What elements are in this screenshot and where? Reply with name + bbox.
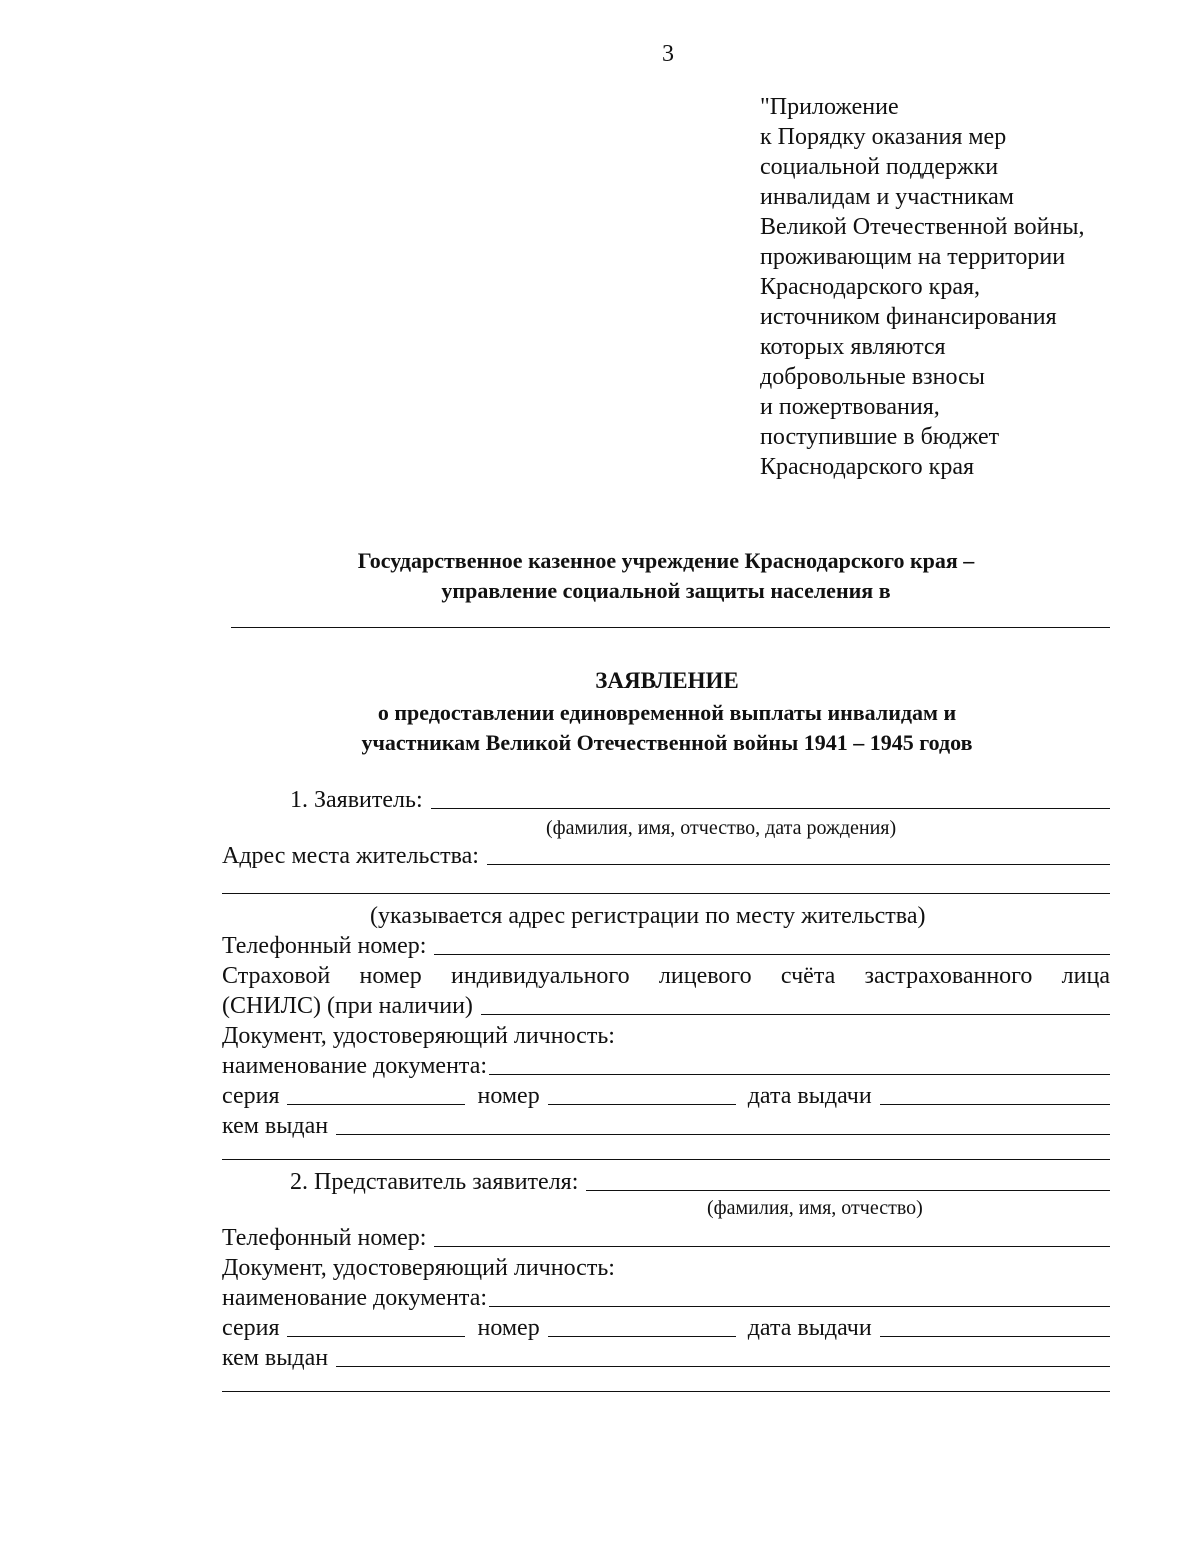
rep-series-label: серия: [222, 1315, 280, 1341]
appendix-line: Великой Отечественной войны,: [760, 214, 1085, 240]
rep-issued-by-field-line-2[interactable]: [222, 1391, 1110, 1392]
number-field[interactable]: [548, 1104, 736, 1105]
doc-name-row: [222, 1048, 1110, 1080]
rep-doc-name-field[interactable]: [489, 1306, 1110, 1307]
appendix-line: социальной поддержки: [760, 154, 999, 180]
rep-series-field[interactable]: [287, 1336, 465, 1337]
series-field[interactable]: [287, 1104, 465, 1105]
appendix-line: поступившие в бюджет: [760, 424, 1000, 450]
doc-name-label: наименование документа:: [222, 1053, 488, 1079]
appendix-line: "Приложение: [760, 94, 899, 120]
title-sub-2: участникам Великой Отечественной войны 1941 – 1945 годов: [361, 730, 973, 755]
appendix-line: Краснодарского края,: [760, 274, 981, 300]
representative-label: 2. Представитель заявителя:: [290, 1169, 579, 1195]
rep-phone-field[interactable]: [434, 1246, 1110, 1247]
address-hint: (указывается адрес регистрации по месту жительства): [370, 903, 926, 929]
appendix-line: источником финансирования: [760, 304, 1057, 330]
issued-by-label: кем выдан: [222, 1113, 329, 1139]
institution-line-2: управление социальной защиты населения в: [441, 578, 891, 603]
phone-field[interactable]: [434, 954, 1110, 955]
appendix-line: Краснодарского края: [760, 454, 975, 480]
applicant-hint: (фамилия, имя, отчество, дата рождения): [546, 817, 897, 839]
snils-label-line-2: (СНИЛС) (при наличии): [222, 993, 473, 1019]
title-main: ЗАЯВЛЕНИЕ: [595, 668, 739, 693]
appendix-line: которых являются: [760, 334, 946, 360]
series-label: серия: [222, 1083, 280, 1109]
representative-name-field[interactable]: [586, 1190, 1110, 1191]
issued-by-field-line-2[interactable]: [222, 1159, 1110, 1160]
rep-issued-by-field[interactable]: [336, 1366, 1110, 1367]
page-number: 3: [662, 41, 674, 67]
phone-label: Телефонный номер:: [222, 933, 427, 959]
rep-doc-name-row: [222, 1280, 1110, 1312]
rep-doc-label: Документ, удостоверяющий личность:: [222, 1255, 615, 1281]
applicant-label: 1. Заявитель:: [290, 787, 423, 813]
appendix-line: и пожертвования,: [760, 394, 940, 420]
issued-by-field[interactable]: [336, 1134, 1110, 1135]
phone-row: [222, 928, 1110, 960]
rep-date-label: дата выдачи: [747, 1315, 872, 1341]
doc-details-row: [222, 1078, 1110, 1110]
appendix-line: проживающим на территории: [760, 244, 1066, 270]
institution-line-1: Государственное казенное учреждение Краснодарского края –: [357, 548, 975, 573]
rep-date-field[interactable]: [880, 1336, 1110, 1337]
date-field[interactable]: [880, 1104, 1110, 1105]
snils-row: [222, 988, 1110, 1020]
doc-name-field[interactable]: [489, 1074, 1110, 1075]
snils-label-line-1: Страховой номер индивидуального лицевого счёта застрахованного лица: [222, 963, 1110, 989]
applicant-name-field[interactable]: [431, 808, 1110, 809]
appendix-line: добровольные взносы: [760, 364, 985, 390]
rep-issued-by-label: кем выдан: [222, 1345, 329, 1371]
rep-number-label: номер: [477, 1315, 540, 1341]
address-row: [222, 838, 1110, 870]
doc-row: [222, 1018, 1110, 1050]
doc-label: Документ, удостоверяющий личность:: [222, 1023, 615, 1049]
number-label: номер: [477, 1083, 540, 1109]
rep-doc-details-row: [222, 1310, 1110, 1342]
rep-number-field[interactable]: [548, 1336, 736, 1337]
address-label: Адрес места жительства:: [222, 843, 479, 869]
representative-hint: (фамилия, имя, отчество): [707, 1197, 923, 1219]
title-sub-1: о предоставлении единовременной выплаты инвалидам и: [377, 700, 957, 725]
representative-row: [290, 1164, 1110, 1196]
rep-phone-row: [222, 1220, 1110, 1252]
issued-by-row: [222, 1108, 1110, 1140]
date-label: дата выдачи: [747, 1083, 872, 1109]
address-field-line-2[interactable]: [222, 893, 1110, 894]
rep-doc-row: [222, 1250, 1110, 1282]
appendix-line: инвалидам и участникам: [760, 184, 1014, 210]
applicant-row: [290, 782, 1110, 814]
rep-doc-name-label: наименование документа:: [222, 1285, 488, 1311]
snils-field[interactable]: [481, 1014, 1110, 1015]
address-field[interactable]: [487, 864, 1110, 865]
rep-phone-label: Телефонный номер:: [222, 1225, 427, 1251]
rep-issued-by-row: [222, 1340, 1110, 1372]
appendix-line: к Порядку оказания мер: [760, 124, 1007, 150]
